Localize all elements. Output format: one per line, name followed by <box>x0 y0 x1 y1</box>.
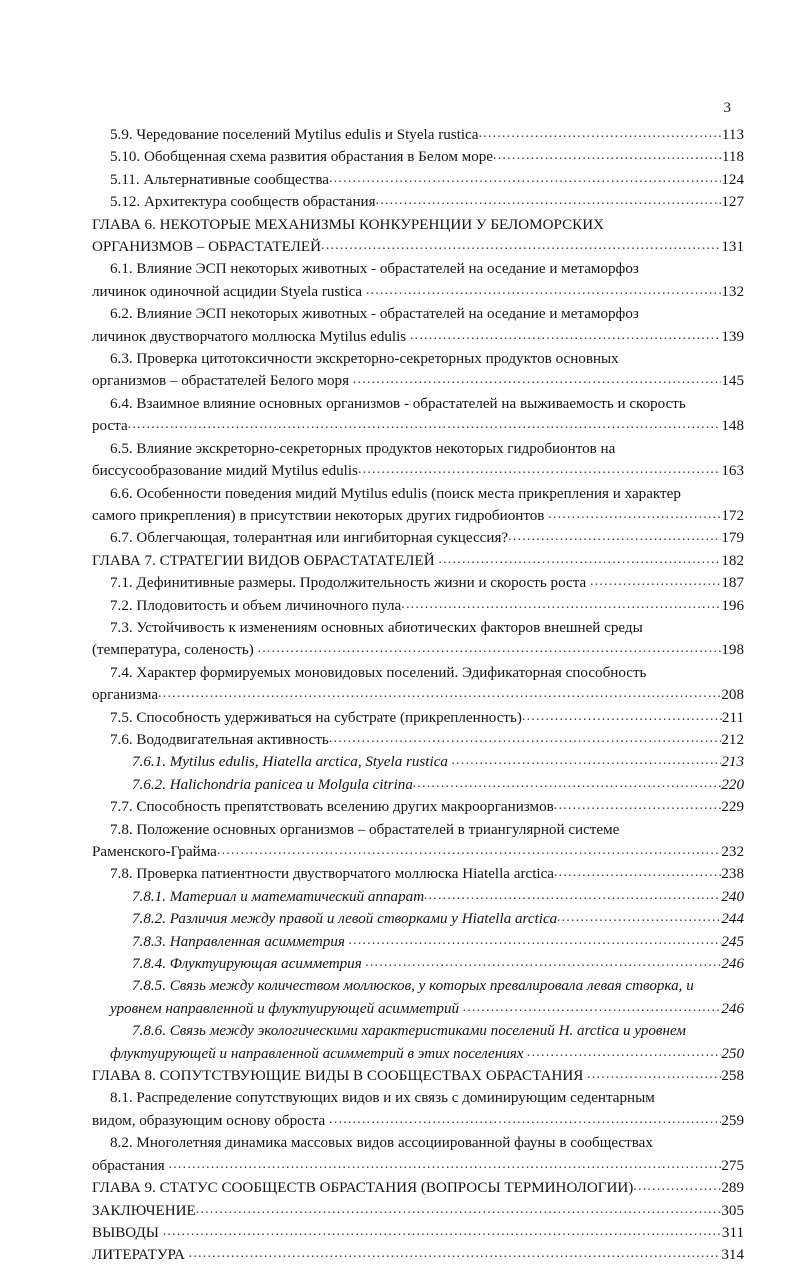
toc-dot-leader <box>163 1221 722 1243</box>
toc-entry-line <box>92 527 744 549</box>
toc-entry-line <box>92 348 744 370</box>
toc-entry-line <box>92 751 744 773</box>
toc-entry-line-continuation <box>92 281 744 303</box>
toc-entry-title: обрастания <box>92 1157 169 1174</box>
toc-entry[interactable] <box>92 550 744 572</box>
toc-entry-title: ГЛАВА 6. НЕКОТОРЫЕ МЕХАНИЗМЫ КОНКУРЕНЦИИ У БЕЛОМОРСКИХ <box>92 216 605 233</box>
toc-entry-line <box>92 124 744 146</box>
toc-entry[interactable] <box>92 214 744 259</box>
toc-entry[interactable] <box>92 1200 744 1222</box>
toc-dot-leader <box>478 123 721 145</box>
toc-entry[interactable] <box>92 1087 744 1132</box>
toc-entry-title: 8.2. Многолетняя динамика массовых видов ассоциированной фауны в сообществах <box>110 1135 653 1152</box>
toc-entry-line <box>92 572 744 594</box>
toc-entry-line-continuation <box>92 841 744 863</box>
toc-entry-line-continuation <box>92 1155 744 1177</box>
toc-entry-title: 7.8.5. Связь между количеством моллюсков, у которых превалировала левая створка, и <box>132 978 694 995</box>
toc-entry-line <box>92 393 744 415</box>
toc-entry[interactable] <box>92 886 744 908</box>
toc-entry-line <box>92 617 744 639</box>
toc-page-number: 127 <box>721 194 744 211</box>
toc-entry-line <box>92 707 744 729</box>
toc-dot-leader <box>366 280 722 302</box>
toc-entry[interactable] <box>92 1132 744 1177</box>
toc-entry-title: 5.10. Обобщенная схема развития обрастания в Белом море <box>110 149 494 166</box>
toc-entry-title: 7.4. Характер формируемых моновидовых поселений. Эдификаторная способность <box>110 664 647 681</box>
toc-entry-line <box>92 191 744 213</box>
toc-entry-title: 5.11. Альтернативные сообщества <box>110 171 329 188</box>
toc-page-number: 187 <box>721 575 744 592</box>
toc-entry-line <box>92 774 744 796</box>
toc-entry-title: 7.3. Устойчивость к изменениям основных абиотических факторов внешней среды <box>110 619 643 636</box>
toc-entry-title: ВЫВОДЫ <box>92 1224 163 1241</box>
toc-page-number: 213 <box>721 754 744 771</box>
toc-dot-leader <box>329 728 722 750</box>
toc-entry-title: ОРГАНИЗМОВ – ОБРАСТАТЕЛЕЙ <box>92 239 322 256</box>
toc-entry-line <box>92 908 744 930</box>
toc-entry-line <box>92 1065 744 1087</box>
toc-page-number: 212 <box>721 731 744 748</box>
toc-entry-title: 7.8.3. Направленная асимметрия <box>132 933 349 950</box>
toc-dot-leader <box>493 145 722 167</box>
toc-dot-leader <box>128 414 722 436</box>
toc-page-number: 259 <box>721 1112 744 1129</box>
toc-entry-line <box>92 550 744 572</box>
toc-entry-title: личинок одиночной асцидии Styela rustica <box>92 283 366 300</box>
toc-dot-leader <box>196 1199 722 1221</box>
toc-dot-leader <box>258 638 722 660</box>
table-of-contents <box>92 124 744 1267</box>
toc-entry-title: 7.8.1. Материал и математический аппарат <box>132 888 425 905</box>
toc-page-number: 163 <box>721 463 744 480</box>
toc-dot-leader <box>508 526 721 548</box>
toc-dot-leader <box>158 683 721 705</box>
toc-page-number: 245 <box>721 933 744 950</box>
toc-dot-leader <box>329 168 721 190</box>
toc-page-number: 246 <box>721 1000 744 1017</box>
toc-dot-leader <box>410 325 721 347</box>
toc-entry-title: организма <box>92 687 159 704</box>
toc-entry[interactable] <box>92 146 744 168</box>
toc-dot-leader <box>413 773 721 795</box>
toc-entry[interactable] <box>92 303 744 348</box>
toc-entry-title: 6.5. Влияние экскреторно-секреторных продуктов некоторых гидробионтов на <box>110 440 616 457</box>
toc-entry[interactable] <box>92 1065 744 1087</box>
toc-entry-title: 6.7. Облегчающая, толерантная или ингибиторная сукцессия? <box>110 530 509 547</box>
toc-dot-leader <box>590 571 721 593</box>
toc-entry-line <box>92 729 744 751</box>
toc-entry-line <box>92 975 744 997</box>
toc-dot-leader <box>557 907 721 929</box>
toc-entry-title: флуктуирующей и направленной асимметрий в этих поселениях <box>110 1045 528 1062</box>
toc-entry-title: 7.7. Способность препятствовать вселению других макроорганизмов <box>110 799 554 816</box>
toc-entry-line <box>92 214 744 236</box>
toc-entry[interactable] <box>92 931 744 953</box>
toc-page-number: 238 <box>721 866 744 883</box>
toc-page-number: 305 <box>721 1202 744 1219</box>
toc-entry-title: уровнем направленной и флуктуирующей асимметрий <box>110 1000 463 1017</box>
toc-page-number: 275 <box>721 1157 744 1174</box>
toc-page-number: 289 <box>721 1180 744 1197</box>
toc-page-number: 229 <box>721 799 744 816</box>
toc-page-number: 182 <box>721 552 744 569</box>
toc-entry-line-continuation <box>92 236 744 258</box>
toc-page-number: 172 <box>721 507 744 524</box>
toc-dot-leader <box>587 1064 721 1086</box>
toc-page-number: 132 <box>721 283 744 300</box>
toc-entry-line <box>92 819 744 841</box>
toc-entry[interactable] <box>92 751 744 773</box>
toc-entry[interactable] <box>92 1177 744 1199</box>
toc-entry-title: ЗАКЛЮЧЕНИЕ <box>92 1202 196 1219</box>
toc-entry[interactable] <box>92 393 744 438</box>
toc-entry-title: роста <box>92 418 128 435</box>
toc-page-number: 311 <box>721 1224 744 1241</box>
toc-page-number: 211 <box>721 709 744 726</box>
toc-entry-line <box>92 796 744 818</box>
toc-dot-leader <box>554 795 722 817</box>
toc-dot-leader <box>217 840 721 862</box>
toc-entry-line <box>92 1222 744 1244</box>
toc-entry[interactable] <box>92 729 744 751</box>
toc-page-number: 232 <box>721 844 744 860</box>
toc-entry-line <box>92 438 744 460</box>
toc-entry-title: 7.8.6. Связь между экологическими характеристиками поселений H. arctica и уровнем <box>132 1023 686 1040</box>
toc-page-number: 244 <box>721 911 744 928</box>
toc-dot-leader <box>321 235 721 257</box>
toc-entry-line-continuation <box>92 505 744 527</box>
toc-page-number: 196 <box>721 597 744 614</box>
toc-dot-leader <box>522 706 722 728</box>
toc-entry-title: 7.5. Способность удерживаться на субстрате (прикрепленность) <box>110 709 522 726</box>
toc-entry-line <box>92 258 744 280</box>
toc-dot-leader <box>329 1109 721 1131</box>
toc-dot-leader <box>169 1154 722 1176</box>
toc-entry-title: ЛИТЕРАТУРА <box>92 1247 189 1264</box>
toc-page-number: 179 <box>721 530 744 547</box>
toc-entry-line-continuation <box>92 326 744 348</box>
toc-entry[interactable] <box>92 527 744 549</box>
toc-entry-title: организмов – обрастателей Белого моря <box>92 373 353 390</box>
toc-dot-leader <box>189 1243 722 1265</box>
toc-dot-leader <box>349 930 722 952</box>
toc-entry-line-continuation <box>92 460 744 482</box>
toc-dot-leader <box>527 1042 721 1064</box>
toc-entry[interactable] <box>92 483 744 528</box>
toc-dot-leader <box>366 952 722 974</box>
toc-entry-line <box>92 863 744 885</box>
toc-entry[interactable] <box>92 1020 744 1065</box>
toc-dot-leader <box>463 997 722 1019</box>
toc-dot-leader <box>424 885 721 907</box>
toc-entry[interactable] <box>92 438 744 483</box>
toc-page-number: 314 <box>721 1247 744 1264</box>
toc-dot-leader <box>401 594 721 616</box>
toc-dot-leader <box>554 862 721 884</box>
toc-page-number: 258 <box>721 1068 744 1085</box>
toc-entry-title: 6.3. Проверка цитотоксичности экскреторно-секреторных продуктов основных <box>110 351 619 368</box>
toc-entry-title: ГЛАВА 8. СОПУТСТВУЮЩИЕ ВИДЫ В СООБЩЕСТВАХ ОБРАСТАНИЯ <box>92 1068 588 1085</box>
toc-entry[interactable] <box>92 908 744 930</box>
toc-entry-line <box>92 303 744 325</box>
toc-page-number: 246 <box>721 956 744 973</box>
toc-entry[interactable] <box>92 796 744 818</box>
toc-entry-line <box>92 595 744 617</box>
toc-dot-leader <box>548 504 721 526</box>
toc-entry[interactable] <box>92 819 744 864</box>
toc-entry-title: 6.1. Влияние ЭСП некоторых животных - обрастателей на оседание и метаморфоз <box>110 261 639 278</box>
toc-entry[interactable] <box>92 707 744 729</box>
page-number: 3 <box>723 100 731 116</box>
toc-entry[interactable] <box>92 975 744 1020</box>
toc-entry[interactable] <box>92 348 744 393</box>
toc-entry-line-continuation <box>92 370 744 392</box>
toc-entry-title: 7.8. Положение основных организмов – обрастателей в триангулярной системе <box>110 821 620 838</box>
toc-entry-title: личинок двустворчатого моллюска Mytilus edulis <box>92 328 410 345</box>
toc-entry-line <box>92 1200 744 1222</box>
toc-entry-title: Раменского-Грайма <box>92 844 217 860</box>
toc-entry[interactable] <box>92 662 744 707</box>
toc-entry-title: 7.1. Дефинитивные размеры. Продолжительность жизни и скорость роста <box>110 575 590 592</box>
toc-page-number: 145 <box>721 373 744 390</box>
toc-page-number: 113 <box>721 127 744 143</box>
toc-entry[interactable] <box>92 124 744 146</box>
toc-entry-title: самого прикрепления) в присутствии некоторых других гидробионтов <box>92 507 549 524</box>
toc-page-number: 131 <box>721 239 744 256</box>
toc-entry-line <box>92 1087 744 1109</box>
toc-entry-title: 7.8. Проверка патиентности двустворчатого моллюска Hiatella arctica <box>110 866 554 883</box>
toc-entry-title: 6.2. Влияние ЭСП некоторых животных - обрастателей на оседание и метаморфоз <box>110 306 639 323</box>
toc-entry-title: 6.6. Особенности поведения мидий Mytilus edulis (поиск места прикрепления и характер <box>110 485 681 502</box>
toc-entry-title: 8.1. Распределение сопутствующих видов и их связь с доминирующим седентарным <box>110 1090 655 1107</box>
toc-page-number: 139 <box>721 328 744 345</box>
toc-entry-line <box>92 1177 744 1199</box>
toc-entry-title: 5.12. Архитектура сообществ обрастания <box>110 194 376 211</box>
toc-entry-line-continuation <box>92 684 744 706</box>
toc-dot-leader <box>376 190 722 212</box>
toc-dot-leader <box>452 750 722 772</box>
toc-page-number: 220 <box>721 776 744 793</box>
toc-dot-leader <box>633 1176 721 1198</box>
toc-dot-leader <box>353 369 722 391</box>
toc-entry-title: 7.2. Плодовитость и объем личиночного пула <box>110 597 402 614</box>
toc-entry-line <box>92 1244 744 1266</box>
toc-entry[interactable] <box>92 572 744 594</box>
toc-dot-leader <box>358 459 721 481</box>
toc-entry[interactable] <box>92 617 744 662</box>
toc-entry-line-continuation <box>92 415 744 437</box>
toc-entry[interactable] <box>92 595 744 617</box>
toc-page-number: 148 <box>721 418 744 435</box>
toc-page-number: 124 <box>721 171 744 188</box>
toc-page-number: 208 <box>721 687 744 704</box>
toc-entry-title: биссусообразование мидий Mytilus edulis <box>92 463 358 480</box>
toc-entry-line <box>92 483 744 505</box>
toc-entry[interactable] <box>92 191 744 213</box>
toc-entry-title: 7.6.1. Mytilus edulis, Hiatella arctica, Styela rustica <box>132 754 452 771</box>
toc-entry-line <box>92 931 744 953</box>
toc-entry-line-continuation <box>92 639 744 661</box>
toc-entry-title: 7.6. Вододвигательная активность <box>110 731 329 748</box>
toc-entry-line <box>92 953 744 975</box>
toc-dot-leader <box>438 549 721 571</box>
toc-entry-line-continuation <box>92 1110 744 1132</box>
toc-entry-line <box>92 662 744 684</box>
toc-entry-line <box>92 886 744 908</box>
toc-entry[interactable] <box>92 1244 744 1266</box>
toc-entry[interactable] <box>92 258 744 303</box>
toc-entry[interactable] <box>92 1222 744 1244</box>
toc-page-number: 250 <box>721 1045 744 1062</box>
toc-entry-title: 7.8.2. Различия между правой и левой створками у Hiatella arctica <box>132 911 558 928</box>
toc-entry-title: 5.9. Чередование поселений Mytilus edulis и Styela rustica <box>110 127 479 143</box>
toc-entry-line <box>92 169 744 191</box>
toc-entry-title: ГЛАВА 9. СТАТУС СООБЩЕСТВ ОБРАСТАНИЯ (ВОПРОСЫ ТЕРМИНОЛОГИИ) <box>92 1180 634 1197</box>
toc-entry[interactable] <box>92 169 744 191</box>
toc-entry-line-continuation <box>92 1043 744 1065</box>
toc-page-number: 240 <box>721 888 744 905</box>
toc-entry-title: 7.8.4. Флуктуирующая асимметрия <box>132 956 366 973</box>
toc-entry-title: 6.4. Взаимное влияние основных организмов - обрастателей на выживаемость и скорость <box>110 395 686 412</box>
toc-entry-line <box>92 1132 744 1154</box>
toc-page-number: 118 <box>721 149 744 166</box>
toc-entry-title: 7.6.2. Halichondria panicea и Molgula citrina <box>132 776 413 793</box>
toc-entry[interactable] <box>92 774 744 796</box>
toc-entry-line <box>92 1020 744 1042</box>
toc-entry-title: (температура, соленость) <box>92 642 258 659</box>
toc-entry-title: ГЛАВА 7. СТРАТЕГИИ ВИДОВ ОБРАСТАТАТЕЛЕЙ <box>92 552 439 569</box>
toc-entry-line <box>92 146 744 168</box>
toc-entry-title: видом, образующим основу оброста <box>92 1112 330 1129</box>
toc-page-number: 198 <box>721 642 744 659</box>
toc-entry[interactable] <box>92 863 744 885</box>
toc-entry-line-continuation <box>92 998 744 1020</box>
toc-entry[interactable] <box>92 953 744 975</box>
